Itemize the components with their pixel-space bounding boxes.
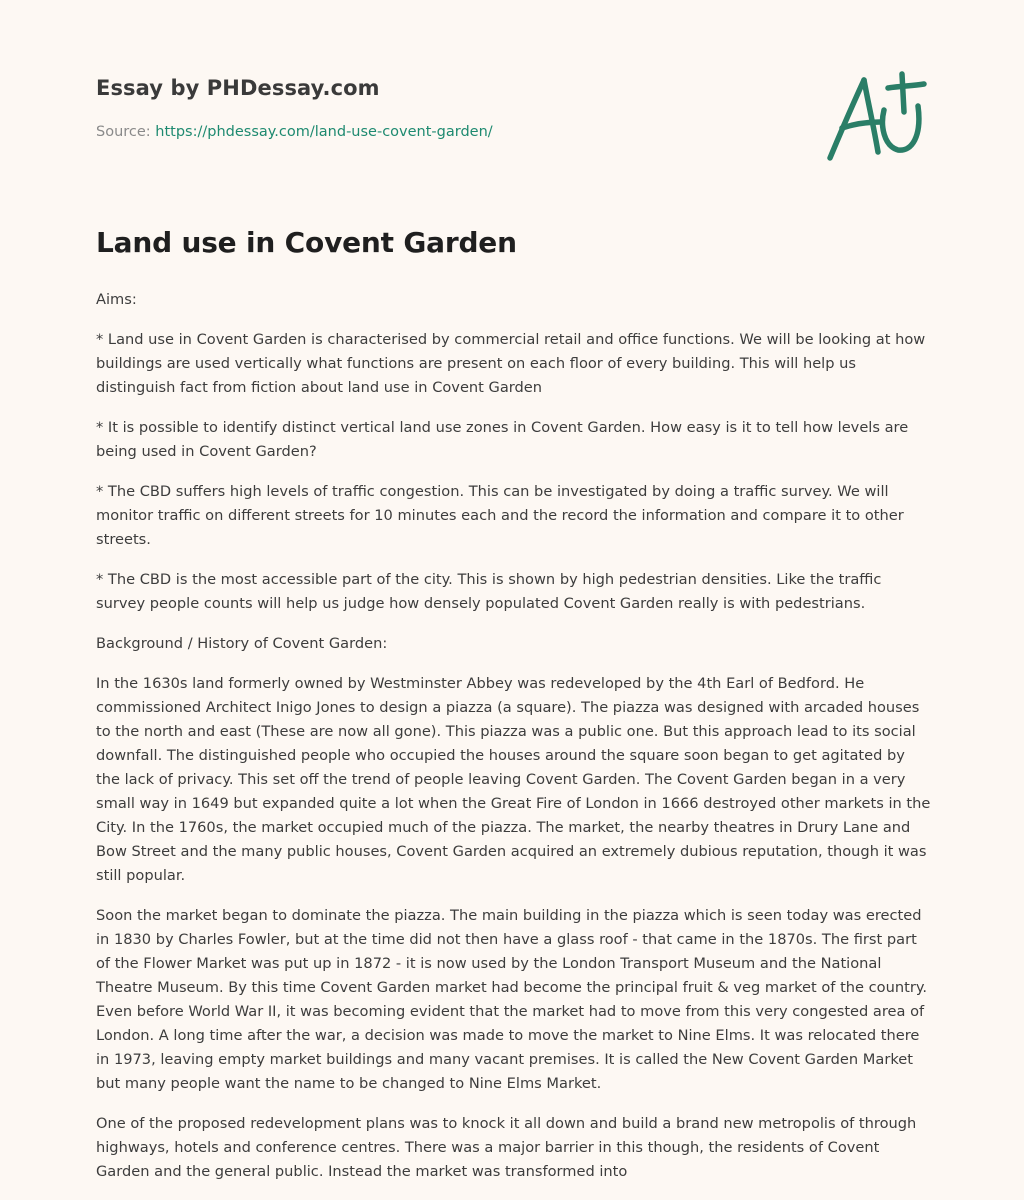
essay-body xyxy=(96,288,932,1200)
site-brand: Essay by PHDessay.com xyxy=(96,76,380,100)
paragraph: * The CBD is the most accessible part of the city. This is shown by high pedestrian densities. Like the traffic survey people counts will help us judge how densely populated Covent Garden really is with pedestrians. xyxy=(96,571,882,612)
paragraph-background-heading: Background / History of Covent Garden: xyxy=(96,635,388,652)
paragraph: In the 1630s land formerly owned by Westminster Abbey was redeveloped by the 4th Earl of Bedford. He commissioned Architect Inigo Jones to design a piazza (a square). The piazza was designed with arcaded houses to the north and east (These are now all gone). This piazza was a public one. But this approach lead to its social downfall. The distinguished people who occupied the houses around the square soon began to get agitated by the lack of privacy. This set off the trend of people leaving Covent Garden. The Covent Garden began in a very small way in 1649 but expanded quite a lot when the Great Fire of London in 1666 destroyed other markets in the City. In the 1760s, the market occupied much of the piazza. The market, the nearby theatres in Drury Lane and Bow Street and the many public houses, Covent Garden acquired an extremely dubious reputation, though it was still popular. xyxy=(96,675,931,884)
source-label: Source: xyxy=(96,124,156,140)
essay-title: Land use in Covent Garden xyxy=(96,226,517,259)
source-link[interactable]: https://phdessay.com/land-use-covent-garden/ xyxy=(155,124,493,140)
paragraph: * Land use in Covent Garden is characterised by commercial retail and office functions. We will be looking at how buildings are used vertically what functions are present on each floor of every building. This will help us distinguish fact from fiction about land use in Covent Garden xyxy=(96,331,926,396)
paragraph: * The CBD suffers high levels of traffic congestion. This can be investigated by doing a traffic survey. We will monitor traffic on different streets for 10 minutes each and the record the information and compare it to other streets. xyxy=(96,483,904,548)
paragraph: * It is possible to identify distinct vertical land use zones in Covent Garden. How easy is it to tell how levels are being used in Covent Garden? xyxy=(96,419,909,460)
paragraph: One of the proposed redevelopment plans was to knock it all down and build a brand new metropolis of through highways, hotels and conference centres. There was a major barrier in this though, the residents of Covent Garden and the general public. Instead the market was transformed into xyxy=(96,1115,917,1180)
paragraph-aims-heading: Aims: xyxy=(96,291,137,308)
paragraph: Soon the market began to dominate the piazza. The main building in the piazza which is seen today was erected in 1830 by Charles Fowler, but at the time did not then have a glass roof - that came in the 1870s. The first part of the Flower Market was put up in 1872 - it is now used by the London Transport Museum and the National Theatre Museum. By this time Covent Garden market had become the principal fruit & veg market of the country. Even before World War II, it was becoming evident that the market had to move from this very congested area of London. A long time after the war, a decision was made to move the market to Nine Elms. It was relocated there in 1973, leaving empty market buildings and many vacant premises. It is called the New Covent Garden Market but many people want the name to be changed to Nine Elms Market. xyxy=(96,907,928,1092)
source-line xyxy=(96,124,493,140)
a-plus-logo-icon xyxy=(818,66,930,166)
